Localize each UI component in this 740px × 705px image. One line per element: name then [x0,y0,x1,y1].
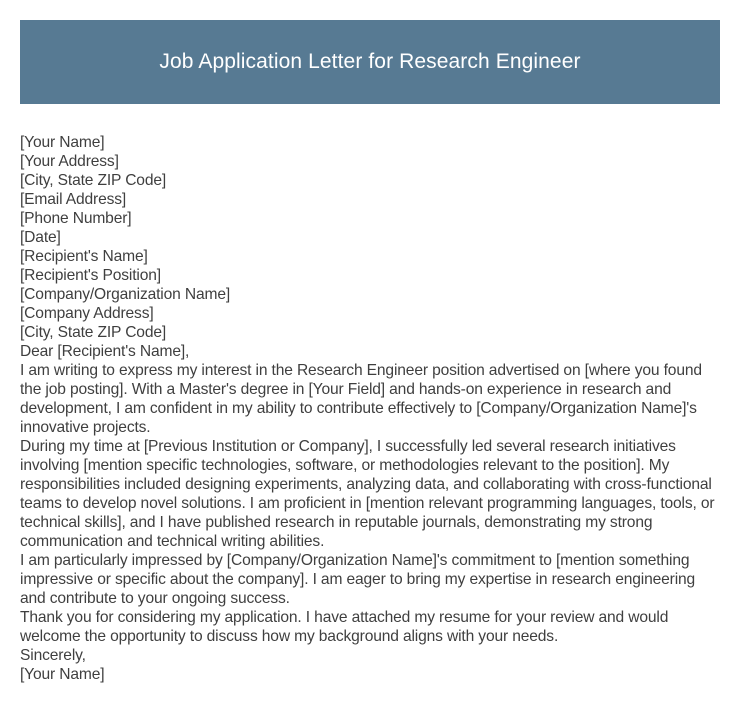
sender-email: [Email Address] [20,191,127,208]
recipient-name: [Recipient's Name] [20,248,148,265]
recipient-block [20,247,720,342]
recipient-position: [Recipient's Position] [20,267,161,284]
salutation: Dear [Recipient's Name], [20,343,190,360]
paragraph-intro: I am writing to express my interest in the Research Engineer position advertised on [where you found the job posting]. With a Master's degree in [Your Field] and hands-on experience in research and development, I am confident in my ability to contribute effectively to [Company/Organization Name]'s innovative projects. [20,362,702,436]
page-header [20,20,720,104]
letter-body [20,133,720,684]
sender-name: [Your Name] [20,134,105,151]
sender-address: [Your Address] [20,153,119,170]
sender-phone: [Phone Number] [20,210,132,227]
page-title: Job Application Letter for Research Engineer [159,50,581,73]
sender-block [20,133,720,247]
closing: Sincerely, [20,647,86,664]
paragraph-experience: During my time at [Previous Institution or Company], I successfully led several research initiatives involving [mention specific technologies, software, or methodologies relevant to the position]. My responsibilities included designing experiments, analyzing data, and collaborating with cross-functional teams to develop novel solutions. I am proficient in [mention relevant programming languages, tools, or technical skills], and I have published research in reputable journals, demonstrating my strong communication and technical writing abilities. [20,438,715,550]
paragraph-thanks: Thank you for considering my application. I have attached my resume for your review and would welcome the opportunity to discuss how my background aligns with your needs. [20,609,669,645]
sender-city-state-zip: [City, State ZIP Code] [20,172,167,189]
signature: [Your Name] [20,666,105,683]
paragraph-company-interest: I am particularly impressed by [Company/Organization Name]'s commitment to [mention something impressive or specific about the company]. I am eager to bring my expertise in research engineering and contribute to your ongoing success. [20,552,696,607]
letter-date: [Date] [20,229,61,246]
recipient-company-address: [Company Address] [20,305,154,322]
recipient-city-state-zip: [City, State ZIP Code] [20,324,167,341]
recipient-company: [Company/Organization Name] [20,286,231,303]
